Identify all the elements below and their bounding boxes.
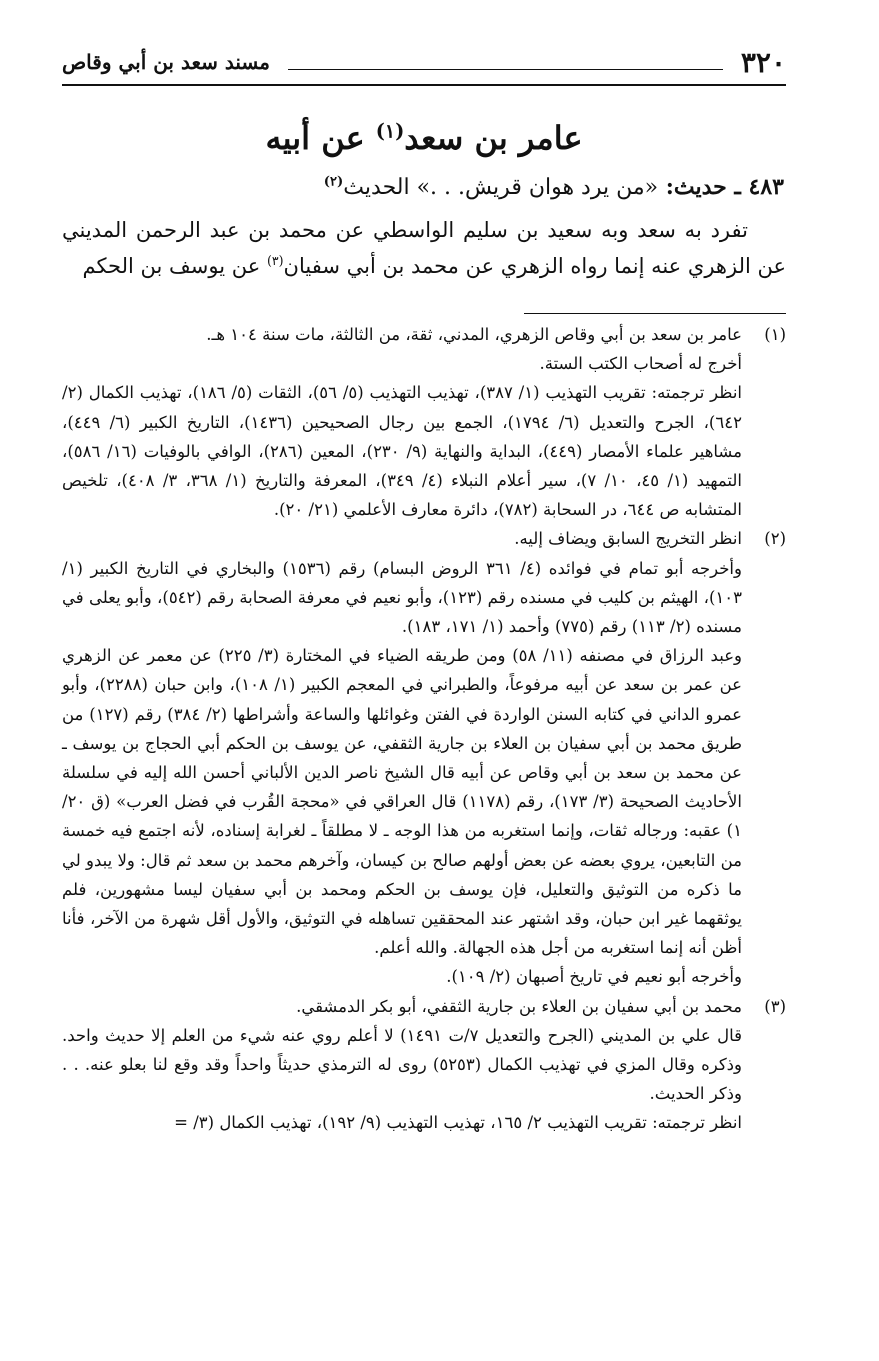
header-rule	[62, 84, 786, 86]
footnote-3	[62, 992, 786, 1138]
page-number: ٣٢٠	[740, 45, 786, 79]
footnote-text: أخرج له أصحاب الكتب الستة.	[539, 354, 742, 374]
chapter-title-tail: عن أبيه	[265, 119, 365, 157]
main-paragraph-part2: عن يوسف بن الحكم	[82, 254, 261, 278]
footnote-separator	[524, 313, 786, 314]
footnote-number: (١)	[764, 325, 786, 344]
chapter-title-text: عامر بن سعد	[404, 119, 583, 157]
hadith-text: «من يرد هوان قريش. . .» الحديث	[343, 175, 659, 200]
footnote-text: انظر ترجمته: تقريب التهذيب ٢/ ١٦٥، تهذيب التهذيب (٩/ ١٩٢)، تهذيب الكمال (٣/ =	[174, 1113, 742, 1133]
main-paragraph	[62, 212, 786, 284]
footnote-mark-1: (١)	[375, 119, 405, 143]
header-dash-rule	[288, 69, 723, 70]
hadith-label: ٤٨٣ ـ حديث:	[665, 174, 784, 200]
footnote-text: وعبد الرزاق في مصنفه (١١/ ٥٨) ومن طريقه الضياء في المختارة (٣/ ٢٢٥) عن معمر عن الزهري عن عمر بن سعد عن أبيه مرفوعاً، والطبراني في المعجم الكبير (١/ ١٠٨)، وابن حبان (٢٢٨٨)، وأبو عمرو الداني في كتابه السنن الواردة في الفتن وغوائلها والساعة وأشراطها (٢/ ٣٨٤) رقم (١٢٧) من طريق محمد بن أبي سفيان بن العلاء بن جارية الثقفي، عن يوسف بن الحكم أبي الحجاج بن يوسف ـ عن محمد بن سعد بن أبي وقاص عن أبيه قال الشيخ ناصر الدين الألباني أحسن الله إليه في سلسلة الأحاديث الصحيحة (٣/ ١٧٣)، رقم (١١٧٨) قال العراقي في «محجة القُرب في فضل العرب» (ق ٢٠/ ١) عقبه: ورجاله ثقات، وإنما استغربه من هذا الوجه ـ لا مطلقاً ـ لغرابة إسناده، لأنه اجتمع فيه خمسة من التابعين، يروي بعضه عن بعض أولهم صالح بن كيسان، وآخرهم محمد بن سعد ثم قال: ولا يبدو لي ما ذكره من التوثيق والتعليل، فإن يوسف بن الحكم ومحمد بن أبي سفيان ليسا مشهورين، فلم يوثقهما غير ابن حبان، وقد اشتهر عند المحققين تساهله في التوثيق، والأول أقل شهرة من الآخر، فأنا أظن أنه إنما استغربه من أجل هذه الجهالة. والله أعلم.	[62, 646, 743, 958]
footnote-text: وأخرجه أبو نعيم في تاريخ أصبهان (٢/ ١٠٩).	[446, 967, 742, 987]
footnote-number: (٣)	[764, 996, 786, 1016]
main-paragraph-part1: تفرد به سعد وبه سعيد بن سليم الواسطي عن محمد بن عبد الرحمن المديني عن الزهري عنه إنما رواه الزهري عن محمد بن أبي سفيان	[62, 218, 786, 278]
footnote-1	[62, 320, 786, 524]
footnote-text: وأخرجه أبو تمام في فوائده (٤/ ٣٦١ الروض البسام) رقم (١٥٣٦) والبخاري في التاريخ الكبير (١/ ١٠٣)، الهيثم بن كليب في مسنده رقم (١٢٣)، وأبو نعيم في معرفة الصحابة رقم (٥٤٢)، وأبو يعلى في مسنده (٢/ ١١٣) رقم (٧٧٥) وأحمد (١/ ١٧١، ١٨٣).	[62, 558, 743, 637]
running-title: مسند سعد بن أبي وقاص	[62, 50, 270, 74]
running-header	[62, 40, 786, 84]
footnote-text: قال علي بن المديني (الجرح والتعديل ٧/ت ١٤٩١) لا أعلم روي عنه شيء من العلم إلا حديث واحد. وذكره وقال المزي في تهذيب الكمال (٥٢٥٣) روى له الترمذي حديثاً واحداً وقد وقع لنا بعلو عنه. . . وذكر الحديث.	[62, 1025, 742, 1104]
footnote-mark-2: (٢)	[323, 174, 344, 190]
footnotes	[62, 320, 786, 1138]
footnote-text: عامر بن سعد بن أبي وقاص الزهري، المدني، ثقة، من الثالثة، مات سنة ١٠٤ هـ.	[206, 325, 742, 344]
hadith-line	[62, 168, 784, 207]
footnote-text: محمد بن أبي سفيان بن العلاء بن جارية الثقفي، أبو بكر الدمشقي.	[296, 996, 742, 1016]
footnote-number: (٢)	[764, 529, 786, 549]
footnote-2	[62, 524, 786, 991]
footnote-mark-3: (٣)	[266, 253, 284, 268]
chapter-title	[62, 112, 786, 164]
footnote-text: انظر ترجمته: تقريب التهذيب (١/ ٣٨٧)، تهذيب التهذيب (٥/ ٥٦)، الثقات (٥/ ١٨٦)، تهذيب الكمال (٢/ ٦٤٢)، الجرح والتعديل (٦/ ١٧٩٤)، الجمع بين رجال الصحيحين (١٤٣٦)، التاريخ الكبير (٦/ ٤٤٩)، مشاهير علماء الأمصار (٤٤٩)، البداية والنهاية (٩/ ٢٣٠)، المعين (٢٨٦)، الوافي بالوفيات (١٦/ ٥٨٦)، التمهيد (١/ ٤٥، ١٠/ ٧)، سير أعلام النبلاء (٤/ ٣٤٩)، المعرفة والتاريخ (١/ ٣٦٨، ٣/ ٤٠٨)، تلخيص المتشابه ص ٦٤٤، در السحابة (٧٨٢)، دائرة معارف الأعلمي (٢١/ ٢٠).	[62, 383, 742, 520]
footnote-text: انظر التخريج السابق ويضاف إليه.	[514, 529, 742, 549]
